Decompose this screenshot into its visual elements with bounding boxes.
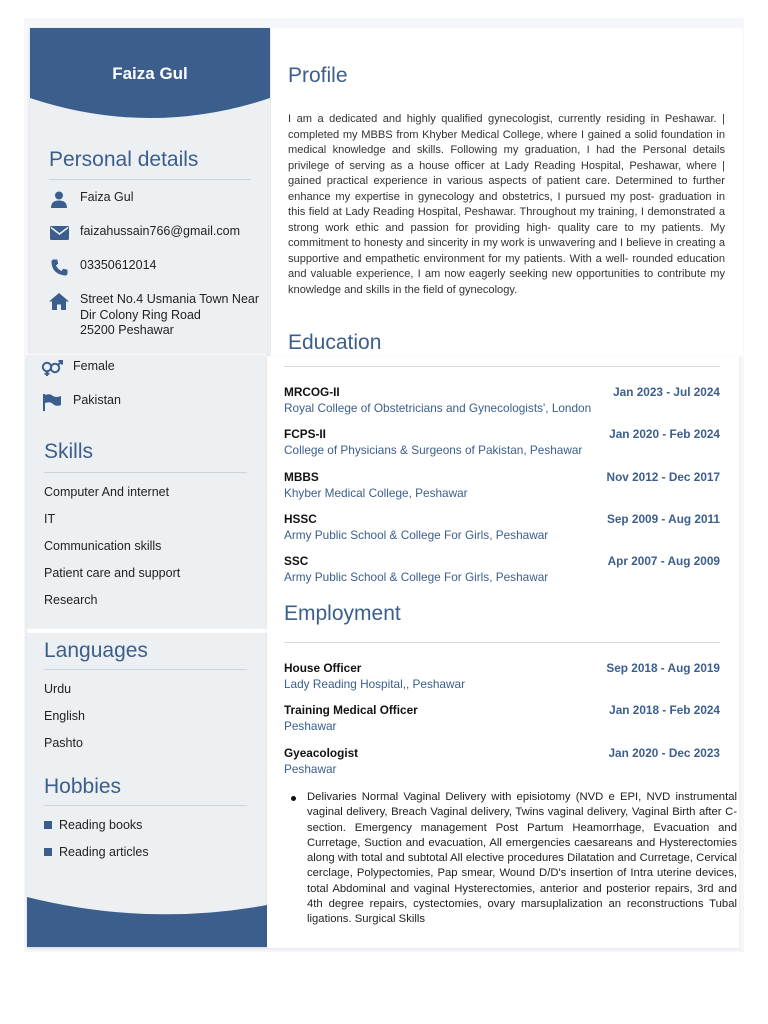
education-entry — [284, 385, 720, 415]
hobby-label: Reading articles — [59, 845, 149, 859]
main-top — [271, 28, 743, 356]
skill-item: Computer And internet — [44, 485, 170, 499]
languages-heading: Languages — [44, 639, 148, 662]
profile-heading: Profile — [288, 64, 348, 87]
employment-entry — [284, 703, 720, 733]
education-dates: Apr 2007 - Aug 2009 — [607, 554, 720, 568]
personal-details-heading: Personal details — [49, 148, 199, 171]
email-text[interactable]: faizahussain766@gmail.com — [80, 224, 240, 238]
personal-name-row — [48, 190, 134, 208]
phone-icon — [48, 258, 70, 276]
education-degree: MRCOG-II — [284, 385, 340, 399]
language-item: Urdu — [44, 682, 72, 696]
hobby-item — [44, 818, 142, 832]
education-institution: College of Physicians & Surgeons of Pakistan, Peshawar — [284, 443, 583, 457]
education-degree: FCPS-II — [284, 427, 326, 441]
hobby-label: Reading books — [59, 818, 143, 832]
education-degree: HSSC — [284, 512, 317, 526]
job-dates: Sep 2018 - Aug 2019 — [606, 661, 720, 675]
address-row — [48, 292, 259, 339]
job-title: Gyeacologist — [284, 746, 359, 760]
education-degree: SSC — [284, 554, 309, 568]
education-dates: Sep 2009 - Aug 2011 — [606, 512, 720, 526]
profile-text: I am a dedicated and highly qualified gynecologist, currently residing in Peshawar. | completed my MBBS from Khyber Medical College, where I gained a solid foundation in medical knowledge and skills. Following my graduation, I had the Personal details privilege of serving as a house officer at Lady Reading Hospital, Peshawar, where | gained practical experience in various aspects of patient care. Determined to further enhance my expertise in gynecology and obstetrics, I pursued my post- graduation in this field at Lady Reading Hospital, Peshawar. Throughout my training, I demonstrated a strong work ethic and passion for providing high- quality care to my patients. My commitment to honesty and sincerity in my work is unwavering and I believe in creating a supportive and empathetic environment for my patients. With a well- rounded education and valuable experience, I am now eagerly seeking new opportunities to contribute my knowledge and skills in the field of gynecology. — [288, 113, 725, 296]
job-title: House Officer — [284, 661, 362, 675]
gender-text: Female — [73, 359, 115, 373]
candidate-name: Faiza Gul — [112, 64, 188, 83]
education-entry — [284, 554, 720, 584]
job-dates: Jan 2020 - Dec 2023 — [608, 746, 720, 760]
address-text — [80, 292, 259, 339]
employment-bullet: Delivaries Normal Vaginal Delivery with episiotomy (NVD e EPI, NVD instrumental vaginal delivery, Breach Vaginal delivery, Twins vaginal delivery, Vaginal Birth after C-section. Emergency management Post Partum Heamorrhage, Evacuation and Curretage, Suction and evacuation, All emergencies caesareans and Hysterectomies along with total and subtotal All elective procedures Dilatation and Curretage, Cervical cerclage, Polypectomies, Pap smear, Wound D/D's insertion of Intra uterine devices, total Abdominal and vaginal Hysterectomies, anterior and posterior repairs, 3rd and 4th degree repairs, cystectomies, ovary marsuplalization an reconstructions Tubal ligations. Surgical Skills — [289, 790, 737, 928]
gender-row — [41, 359, 115, 377]
education-dates: Jan 2023 - Jul 2024 — [613, 385, 720, 399]
job-location: Lady Reading Hospital,, Peshawar — [284, 677, 465, 691]
education-institution: Royal College of Obstetricians and Gynecologists', London — [284, 401, 592, 415]
divider — [44, 669, 247, 670]
education-heading: Education — [288, 331, 382, 354]
divider — [27, 629, 267, 633]
divider — [284, 366, 720, 367]
personal-name: Faiza Gul — [80, 190, 134, 204]
address-line: Street No.4 Usmania Town Near — [80, 292, 260, 306]
square-bullet-icon — [44, 821, 52, 829]
gender-icon — [41, 359, 63, 377]
language-item: Pashto — [44, 736, 83, 750]
job-title: Training Medical Officer — [284, 703, 418, 717]
envelope-icon — [48, 224, 70, 242]
divider — [284, 642, 720, 643]
footer-wave — [27, 897, 267, 947]
hobby-item — [44, 845, 149, 859]
address-line: Dir Colony Ring Road — [80, 307, 201, 322]
education-institution: Army Public School & College For Girls, Peshawar — [284, 528, 549, 542]
sidebar-top — [30, 28, 270, 354]
employment-entry — [284, 746, 720, 776]
job-dates: Jan 2018 - Feb 2024 — [609, 703, 720, 717]
email-row — [48, 224, 240, 242]
nationality-text: Pakistan — [73, 393, 121, 407]
nationality-row — [41, 393, 121, 411]
job-location: Peshawar — [284, 762, 337, 776]
education-entry — [284, 427, 720, 457]
education-dates: Nov 2012 - Dec 2017 — [606, 470, 720, 484]
sidebar-lower — [27, 355, 267, 947]
education-institution: Army Public School & College For Girls, Peshawar — [284, 570, 549, 584]
square-bullet-icon — [44, 848, 52, 856]
phone-text[interactable]: 03350612014 — [80, 258, 157, 272]
main-lower — [267, 356, 739, 948]
skills-heading: Skills — [44, 440, 94, 463]
home-icon — [48, 292, 70, 310]
skill-item: Communication skills — [44, 539, 162, 553]
hobbies-heading: Hobbies — [44, 775, 122, 798]
skill-item: IT — [44, 512, 56, 526]
divider — [49, 179, 251, 180]
education-dates: Jan 2020 - Feb 2024 — [609, 427, 720, 441]
education-entry — [284, 470, 720, 500]
employment-heading: Employment — [284, 602, 401, 625]
divider — [44, 472, 247, 473]
skill-item: Patient care and support — [44, 566, 181, 580]
language-item: English — [44, 709, 85, 723]
job-location: Peshawar — [284, 719, 337, 733]
employment-entry — [284, 661, 720, 691]
skill-item: Research — [44, 593, 98, 607]
flag-icon — [41, 393, 63, 411]
address-line: 25200 Peshawar — [80, 323, 174, 337]
phone-row — [48, 258, 156, 276]
user-icon — [48, 190, 70, 208]
education-institution: Khyber Medical College, Peshawar — [284, 486, 468, 500]
divider — [44, 805, 247, 806]
education-degree: MBBS — [284, 470, 319, 484]
education-entry — [284, 512, 720, 542]
